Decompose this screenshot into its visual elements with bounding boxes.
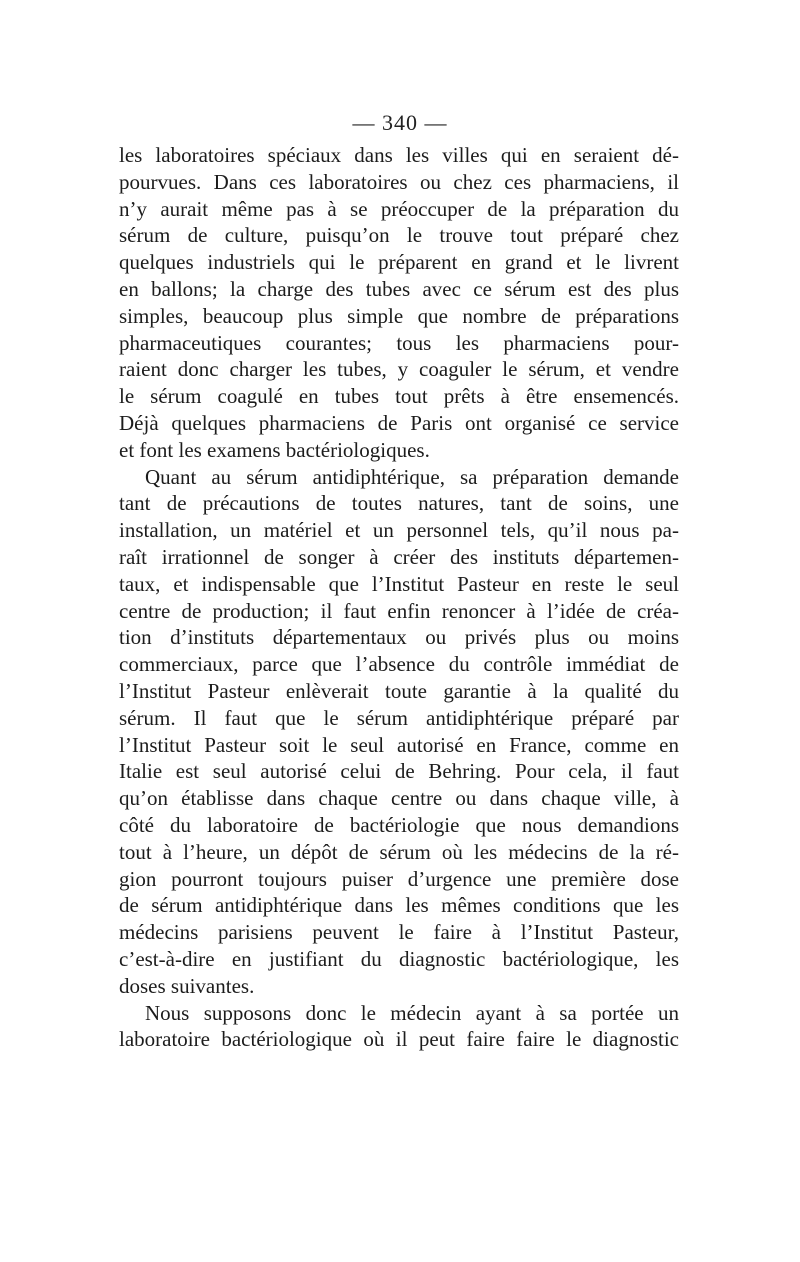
text-line: simples, beaucoup plus simple que nombre de préparations [119, 303, 679, 328]
text-line: n’y aurait même pas à se préoccuper de la préparation du [119, 196, 679, 221]
text-line: qu’on établisse dans chaque centre ou dans chaque ville, à [119, 786, 679, 811]
text-line: pharmaceutiques courantes; tous les pharmaciens pour- [119, 330, 679, 355]
text-line: Déjà quelques pharmaciens de Paris ont organisé ce service [119, 410, 679, 435]
text-line: et font les examens bactériologiques. [119, 437, 430, 462]
text-line: les laboratoires spéciaux dans les villes qui en seraient dé- [119, 143, 679, 167]
text-line: c’est-à-dire en justifiant du diagnostic bactériologique, les [119, 946, 679, 971]
text-line: sérum de culture, puisqu’on le trouve tout préparé chez [119, 223, 679, 248]
body-text [119, 142, 679, 1053]
text-line: le sérum coagulé en tubes tout prêts à être ensemencés. [119, 384, 679, 409]
text-line: gion pourront toujours puiser d’urgence une première dose [119, 866, 679, 891]
text-line: en ballons; la charge des tubes avec ce sérum est des plus [119, 276, 679, 301]
text-line: tant de précautions de toutes natures, tant de soins, une [119, 491, 679, 516]
text-line: laboratoire bactériologique où il peut faire faire le diagnostic [119, 1027, 679, 1052]
text-line: raît irrationnel de songer à créer des instituts départemen- [119, 544, 679, 569]
text-line: commerciaux, parce que l’absence du contrôle immédiat de [119, 652, 679, 677]
text-line: centre de production; il faut enfin renoncer à l’idée de créa- [119, 598, 679, 623]
page-number: — 340 — [352, 110, 448, 135]
text-line: Quant au sérum antidiphtérique, sa préparation demande [145, 464, 679, 489]
text-line: pourvues. Dans ces laboratoires ou chez ces pharmaciens, il [119, 169, 679, 194]
text-line: doses suivantes. [119, 973, 255, 998]
text-line: tout à l’heure, un dépôt de sérum où les médecins de la ré- [119, 839, 679, 864]
text-line: installation, un matériel et un personnel tels, qu’il nous pa- [119, 518, 679, 543]
text-line: quelques industriels qui le préparent en grand et le livrent [119, 250, 679, 275]
text-line: l’Institut Pasteur soit le seul autorisé en France, comme en [119, 732, 679, 757]
text-line: médecins parisiens peuvent le faire à l’Institut Pasteur, [119, 920, 679, 945]
text-line: raient donc charger les tubes, y coaguler le sérum, et vendre [119, 357, 679, 382]
text-line: Nous supposons donc le médecin ayant à sa portée un [145, 1000, 679, 1025]
text-line: tion d’instituts départementaux ou privés plus ou moins [119, 625, 679, 650]
text-line: sérum. Il faut que le sérum antidiphtérique préparé par [119, 705, 679, 730]
text-line: taux, et indispensable que l’Institut Pasteur en reste le seul [119, 571, 679, 596]
text-line: Italie est seul autorisé celui de Behring. Pour cela, il faut [119, 759, 679, 784]
text-line: de sérum antidiphtérique dans les mêmes conditions que les [119, 893, 679, 918]
text-line: l’Institut Pasteur enlèverait toute garantie à la qualité du [119, 678, 679, 703]
text-line: côté du laboratoire de bactériologie que nous demandions [119, 812, 679, 837]
